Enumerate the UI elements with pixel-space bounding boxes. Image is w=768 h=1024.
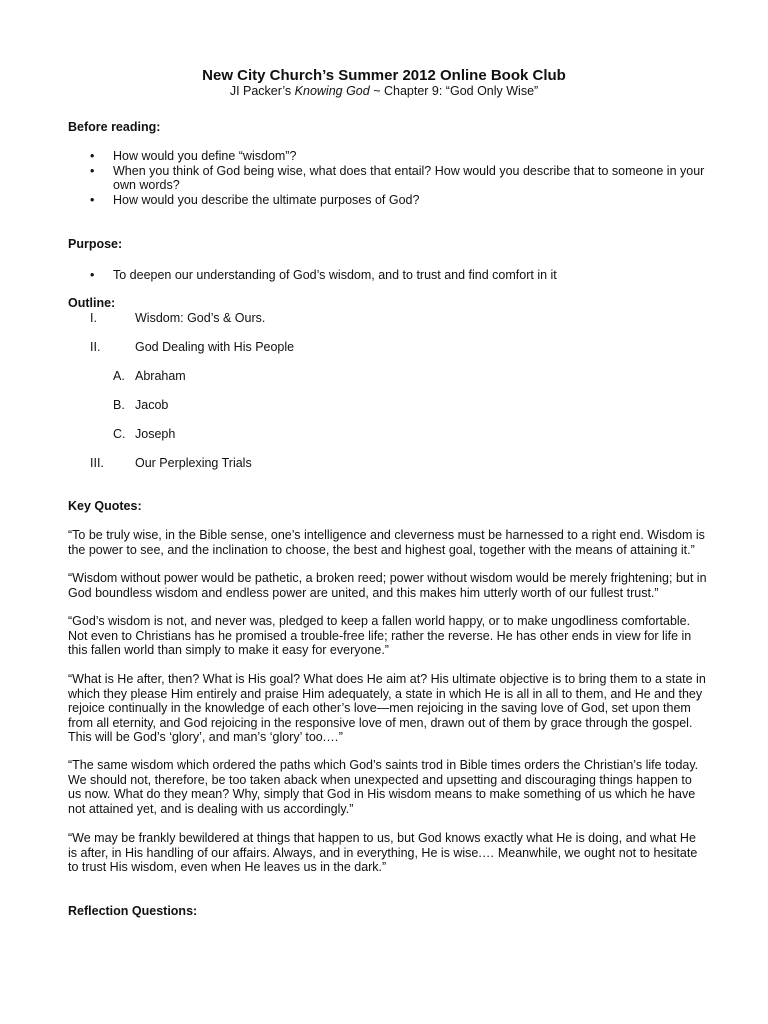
quote-paragraph: “We may be frankly bewildered at things that happen to us, but God knows exactly what He is doing, and what He is after, in His handling of our affairs. Always, and in everything, He is wise.… Meanwhile, we ought not to hesitate to trust His wisdom, even when He leaves us in the dark.” (68, 831, 698, 874)
purpose-heading: Purpose: (68, 237, 123, 251)
quote-paragraph: “Wisdom without power would be pathetic, a broken reed; power without wisdom would be merely frightening; but in God boundless wisdom and endless power are united, and this makes him utterly worth of our fullest trust.” (68, 571, 707, 600)
subtitle-author: JI Packer’s (229, 84, 295, 98)
outline-label: Our Perplexing Trials (135, 456, 252, 470)
subtitle-book-title: Knowing God (294, 84, 370, 98)
outline-label: Wisdom: God’s & Ours. (135, 311, 266, 325)
purpose-list (90, 268, 710, 283)
outline-number: A. (113, 369, 125, 383)
outline-label: Jacob (135, 398, 169, 412)
list-item: • When you think of God being wise, what does that entail? How would you describe that to someone in your own words? (90, 164, 710, 193)
outline-heading: Outline: (68, 296, 116, 310)
quote-paragraph: “To be truly wise, in the Bible sense, one’s intelligence and cleverness must be harnessed to a right end. Wisdom is the power to see, and the inclination to choose, the best and highest goal, together with the means of attaining it.” (68, 528, 705, 557)
document-title: New City Church’s Summer 2012 Online Book Club (202, 67, 566, 84)
outline-number: C. (113, 427, 126, 441)
list-item: • How would you define “wisdom”? (90, 149, 710, 164)
before-reading-list (90, 149, 710, 207)
quote-paragraph: “What is He after, then? What is His goal? What does He aim at? His ultimate objective is to bring them to a state in which they please Him entirely and praise Him adequately, a state in which He is all in all to them, and He and they rejoice continually in the knowledge of each other’s love—men rejoicing in the saving love of God, set upon them from all eternity, and God rejoicing in the responsive love of men, drawn out of them by grace through the gospel. This will be God’s ‘glory’, and man’s ‘glory’ too.…” (68, 672, 706, 744)
outline-label: Joseph (135, 427, 176, 441)
key-quotes-heading: Key Quotes: (68, 499, 142, 513)
outline-label: Abraham (135, 369, 186, 383)
outline-number: I. (90, 311, 97, 325)
quote-paragraph: “God’s wisdom is not, and never was, pledged to keep a fallen world happy, or to make ungodliness comfortable. Not even to Christians has he promised a trouble-free life; rather the reverse. He has other ends in view for life in this fallen world than simply to make it easy for everyone.” (68, 614, 692, 657)
reflection-heading: Reflection Questions: (68, 904, 198, 918)
outline-number: B. (113, 398, 125, 412)
quote-paragraph: “The same wisdom which ordered the paths which God’s saints trod in Bible times orders the Christian’s life today. We should not, therefore, be too taken aback when unexpected and upsetting and discouraging things happen to us now. What do they mean? Why, simply that God in His wisdom means to make something of us which he have not attained yet, and is dealing with us accordingly.” (68, 758, 699, 816)
list-item: • To deepen our understanding of God’s wisdom, and to trust and find comfort in it (90, 268, 710, 283)
subtitle-chapter: ~ Chapter 9: “God Only Wise” (369, 84, 539, 98)
outline-number: III. (90, 456, 104, 470)
outline-label: God Dealing with His People (135, 340, 295, 354)
list-item: • How would you describe the ultimate purposes of God? (90, 193, 710, 208)
document-subtitle (0, 84, 768, 99)
outline-number: II. (90, 340, 101, 354)
before-reading-heading: Before reading: (68, 120, 161, 134)
